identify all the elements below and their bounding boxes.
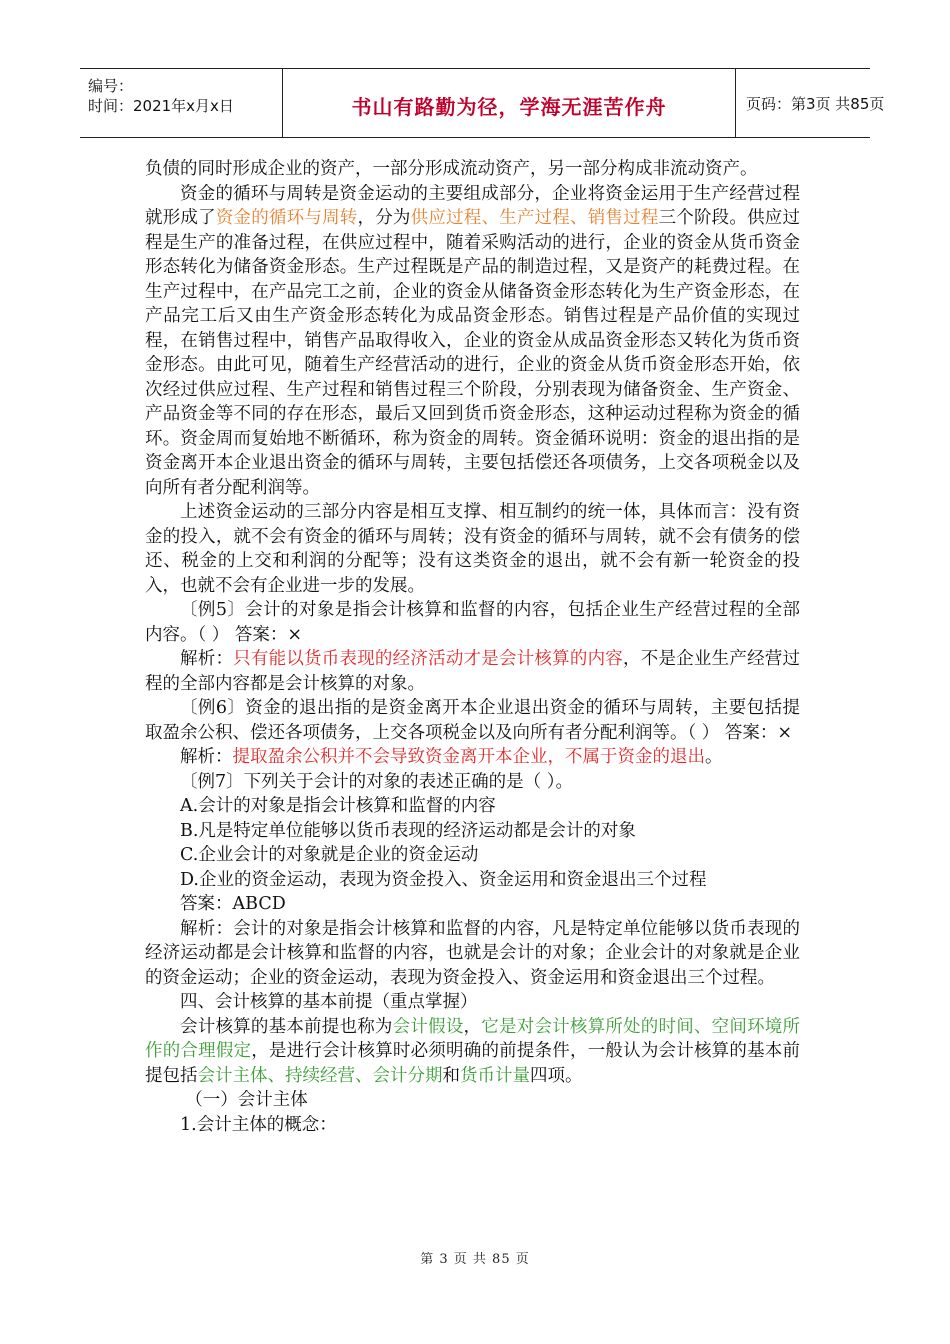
paragraph: 上述资金运动的三部分内容是相互支撑、相互制约的统一体，具体而言：没有资金的投入，就不会有资金的循环与周转；没有资金的循环与周转，就不会有债务的偿还、税金的上交和利润的分配等；没有这类资金的退出，就不会有新一轮资金的投入，也就不会有企业进一步的发展。: [145, 502, 800, 596]
highlight-text: 只有能以货币表现的经济活动才是会计核算的内容: [233, 649, 624, 669]
example-6-analysis: 解析：提取盈余公积并不会导致资金离开本企业，不属于资金的退出。: [180, 747, 723, 767]
page-header: [80, 68, 885, 138]
header-motto-cell: [283, 69, 736, 137]
example-7-analysis: 解析：会计的对象是指会计核算和监督的内容，凡是特定单位能够以货币表现的经济运动都是会计核算和监督的内容，也就是会计的对象；企业会计的对象就是企业的资金运动；企业的资金运动，表现为资金投入、资金运用和资金退出三个过程。: [145, 918, 800, 988]
highlight-text: 提取盈余公积并不会导致资金离开本企业，不属于资金的退出: [232, 747, 705, 767]
paragraph-accounting-assumptions: 会计核算的基本前提也称为会计假设，它是对会计核算所处的时间、空间环境所作的合理假定，是进行会计核算时必须明确的前提条件，一般认为会计核算的基本前提包括会计主体、持续经营、会计分期和货币计量四项。: [145, 1016, 801, 1086]
header-motto: 书山有路勤为径，学海无涯苦作舟: [351, 95, 667, 119]
document-date: 时间：2021年x月x日: [88, 97, 234, 115]
example-7-answer: 答案：ABCD: [180, 894, 286, 914]
document-body: [145, 157, 800, 1137]
highlight-text: 供应过程、生产过程、销售过程: [410, 208, 659, 228]
option-a: A.会计的对象是指会计核算和监督的内容: [180, 796, 496, 816]
option-b: B.凡是特定单位能够以货币表现的经济运动都是会计的对象: [180, 820, 636, 841]
option-d: D.企业的资金运动，表现为资金投入、资金运用和资金退出三个过程: [180, 869, 707, 890]
header-page-cell: [736, 69, 885, 137]
section-heading: 四、会计核算的基本前提（重点掌握）: [180, 992, 478, 1012]
highlight-text: 它是对会计核算所处的时间、空间环境所作的合理假定: [145, 1016, 801, 1061]
page-footer: 第 3 页 共 85 页: [420, 1252, 530, 1267]
highlight-text: 会计假设: [392, 1016, 464, 1037]
example-5-analysis: 解析：只有能以货币表现的经济活动才是会计核算的内容，不是企业生产经营过程的全部内容都是会计核算的对象。: [145, 649, 801, 694]
highlight-text: 货币计量: [460, 1065, 530, 1086]
header-meta-cell: [80, 69, 283, 137]
highlight-text: 会计主体、持续经营、会计分期: [197, 1065, 443, 1086]
header-page-number: 页码：第3页 共85页: [746, 95, 885, 113]
highlight-text: 资金的循环与周转: [215, 208, 358, 228]
subsection-heading: （一）会计主体: [185, 1090, 308, 1110]
example-6: 〔例6〕资金的退出指的是资金离开本企业退出资金的循环与周转，主要包括提取盈余公积、偿还各项债务，上交各项税金以及向所有者分配利润等。（ ） 答案：×: [145, 698, 800, 743]
example-7: 〔例7〕下列关于会计的对象的表述正确的是（ ）。: [180, 771, 573, 792]
paragraph: 负债的同时形成企业的资产，一部分形成流动资产，另一部分构成非流动资产。: [145, 159, 758, 179]
list-item: 1.会计主体的概念：: [180, 1114, 337, 1135]
option-c: C.企业会计的对象就是企业的资金运动: [180, 845, 479, 865]
paragraph-capital-cycle: 资金的循环与周转是资金运动的主要组成部分，企业将资金运用于生产经营过程就形成了资金的循环与周转，分为供应过程、生产过程、销售过程三个阶段。供应过程是生产的准备过程，在供应过程中，随着采购活动的进行，企业的资金从货币资金形态转化为储备资金形态。生产过程既是产品的制造过程，又是资产的耗费过程。在生产过程中，在产品完工之前，企业的资金从储备资金形态转化为生产资金形态，在产品完工后又由生产资金形态转化为成品资金形态。销售过程是产品价值的实现过程，在销售过程中，销售产品取得收入，企业的资金从成品资金形态又转化为货币资金形态。由此可见，随着生产经营活动的进行，企业的资金从货币资金形态开始，依次经过供应过程、生产过程和销售过程三个阶段，分别表现为储备资金、生产资金、产品资金等不同的存在形态，最后又回到货币资金形态，这种运动过程称为资金的循环。资金周而复始地不断循环，称为资金的周转。资金循环说明：资金的退出指的是资金离开本企业退出资金的循环与周转，主要包括偿还各项债务，上交各项税金以及向所有者分配利润等。: [145, 183, 801, 498]
example-5: 〔例5〕会计的对象是指会计核算和监督的内容，包括企业生产经营过程的全部内容。（ ） 答案：×: [145, 600, 800, 645]
document-number-label: 编号：: [88, 77, 134, 95]
